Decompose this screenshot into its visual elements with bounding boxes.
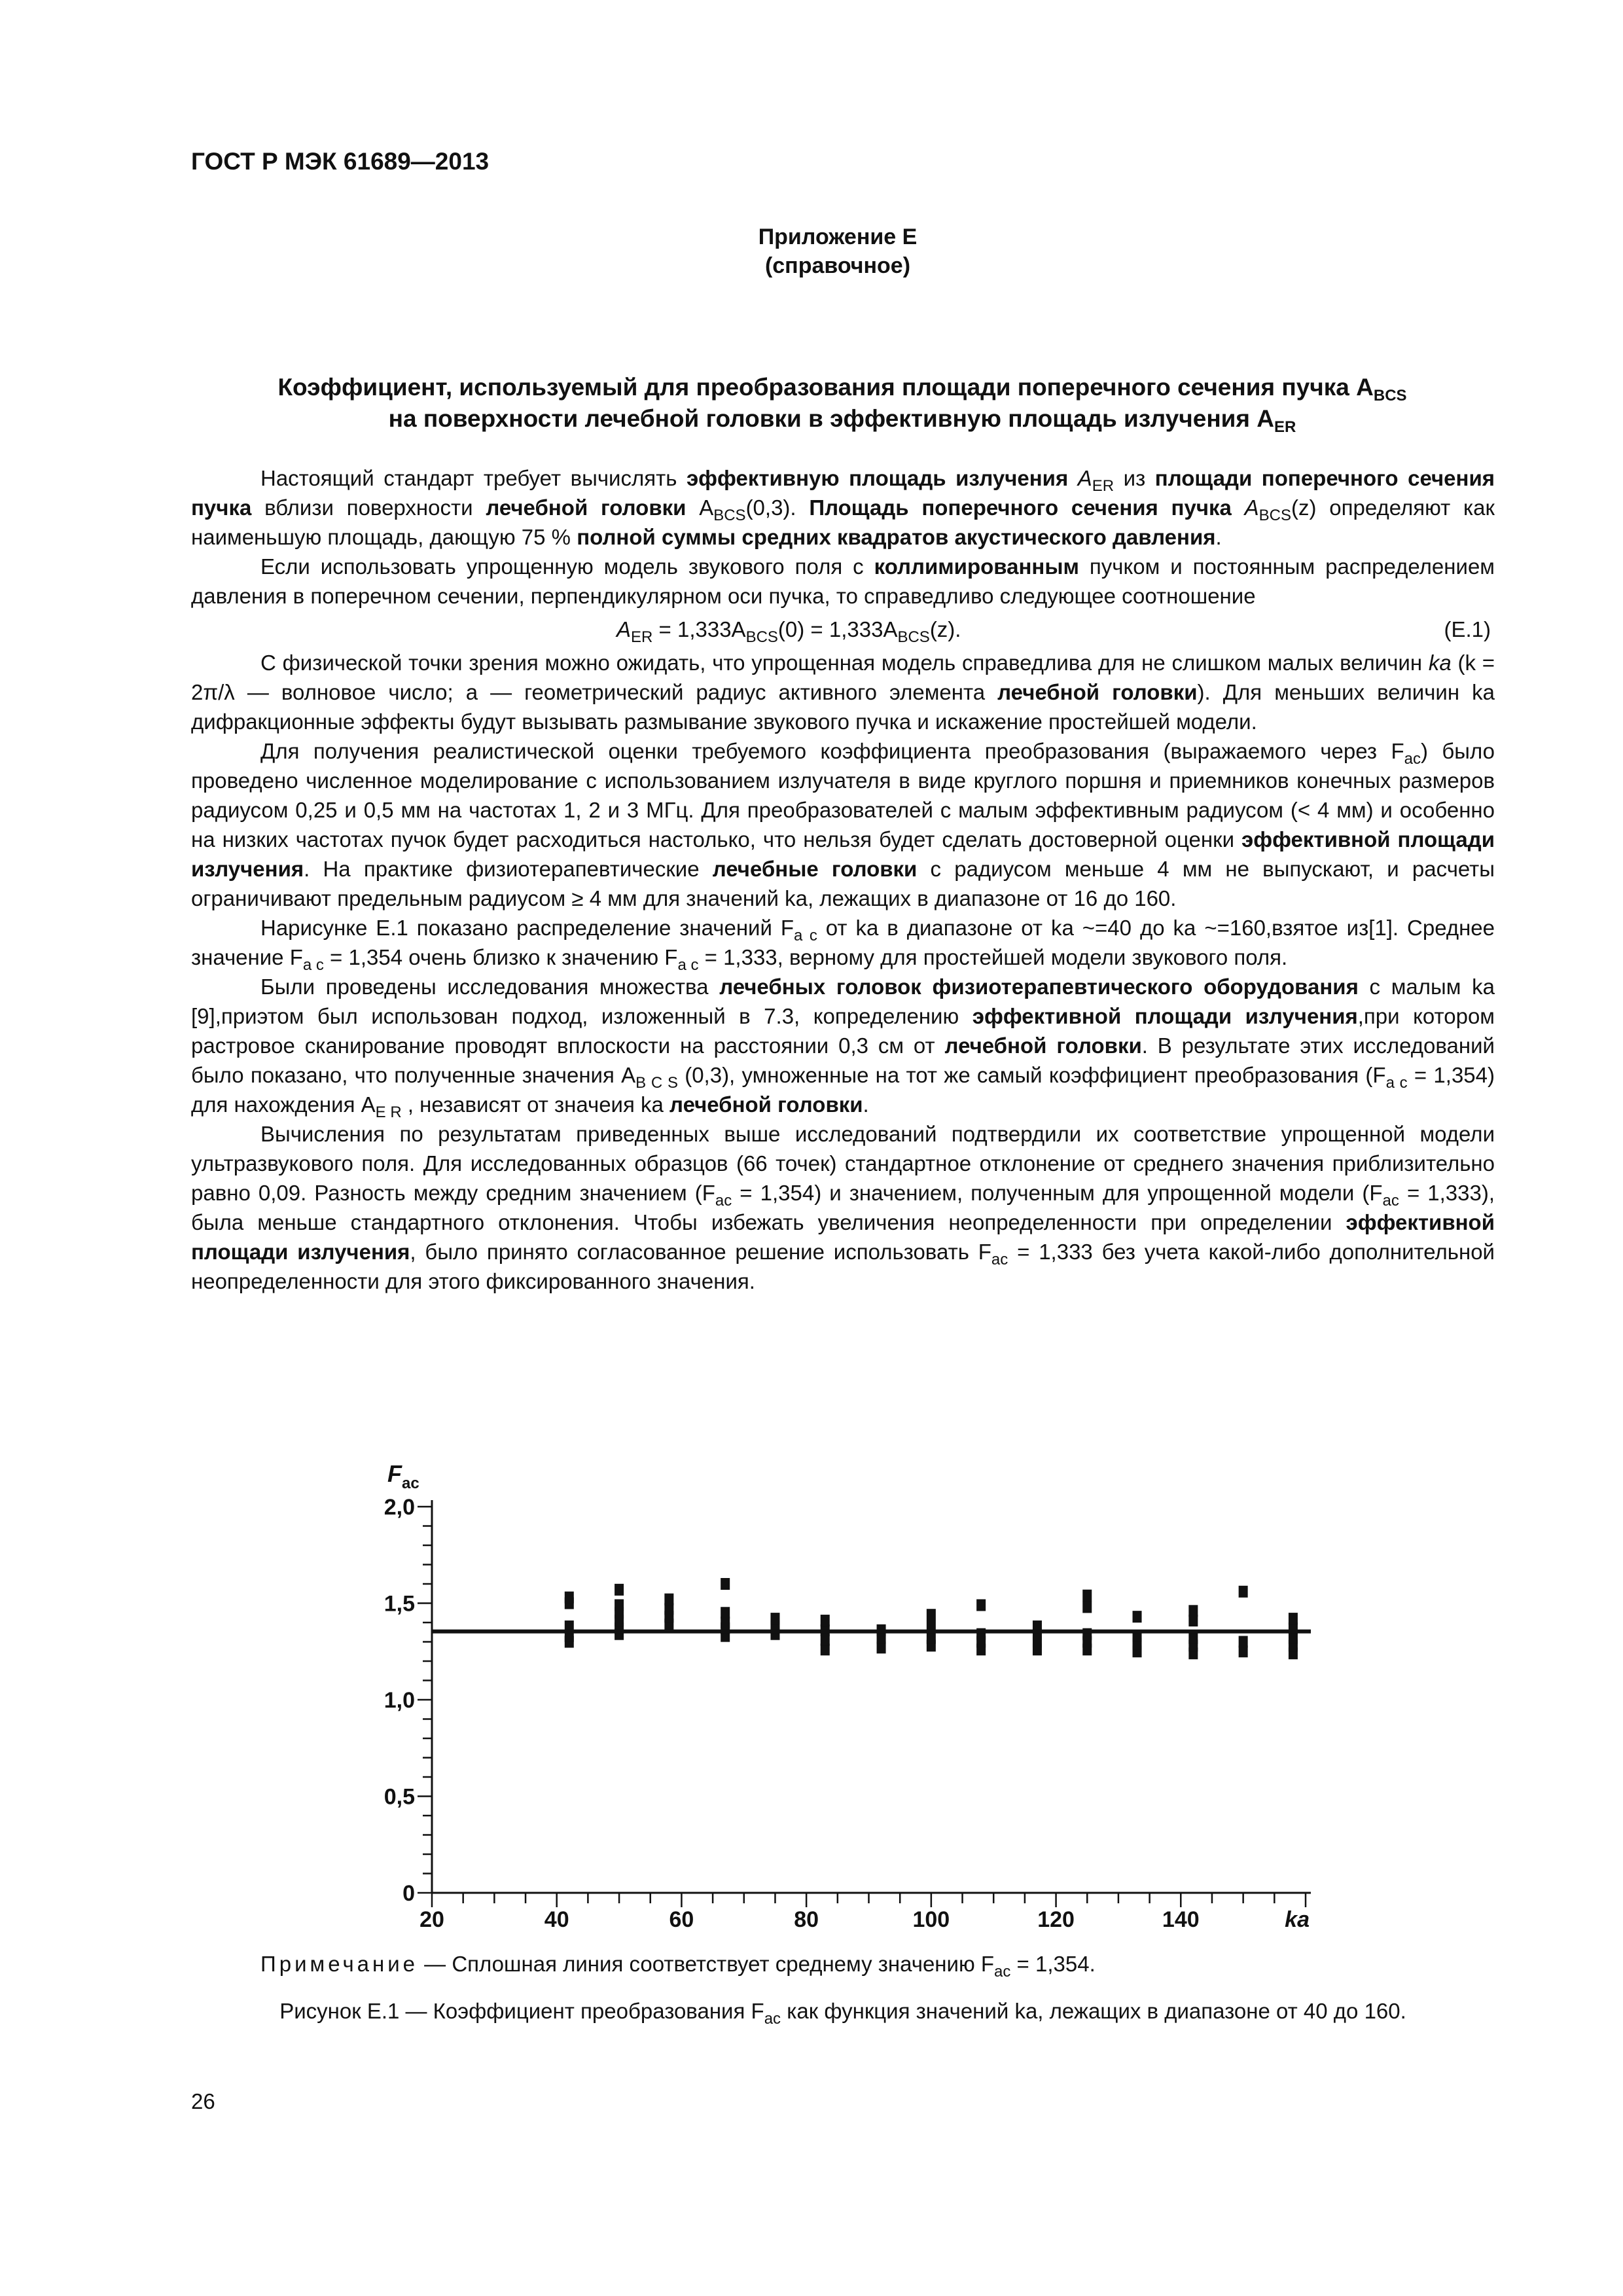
- figure-e1-chart: [340, 1440, 1361, 1944]
- paragraph-5: Нарисунке Е.1 показано распределение значений $F_{a c}$ от ka в диапазоне от ka ~=40 до ka ~=160,взятое из[1]. Среднее значение $F_{a c} = 1,354$ очень близко к значению $F_{a c} = 1,333$, верному для простейшей модели звукового поля.: [191, 916, 1495, 974]
- annex-title: [191, 372, 1493, 435]
- equation-e1: [191, 615, 1495, 644]
- data-point: [664, 1594, 673, 1605]
- y-tick-label: 2,0: [383, 1495, 415, 1520]
- data-point: [1289, 1613, 1298, 1624]
- paragraph-4: Для получения реалистической оценки требуемого коэффициента преобразования (выражаемого через $F_{ac}$) было проведено численное моделирование с использованием излучателя в виде круглого поршня и приемников конечных размеров радиусом 0,25 и 0,5 мм на частотах 1, 2 и 3 МГц. Для преобразователей с малым эффективным радиусом (< 4 мм) и особенно на низких частотах пучок будет расходиться настолько, что нельзя будет сделать достоверной оценки эффективной площади излучения. На практике физиотерапевтические лечебные головки с радиусом меньше 4 мм не выпускают, и расчеты ограничивают предельным радиусом ≥ 4 мм для значений ka, лежащих в диапазоне от 16 до 160.: [191, 739, 1495, 910]
- x-tick-label: 140: [1162, 1907, 1200, 1932]
- figure-note: Примечание — Сплошная линия соответствует среднему значению $F_{ac} = 1,354$.: [260, 1952, 1096, 1981]
- chart-axes: [418, 1500, 1311, 1907]
- paragraph-7: Вычисления по результатам приведенных выше исследований подтвердили их соответствие упрощенной модели ультразвукового поля. Для исследованных образцов (66 точек) стандартное отклонение от среднего значения приблизительно равно 0,09. Разность между средним значением $(F_{ac} = 1,354)$ и значением, полученным для упрощенной модели $(F_{ac} = 1,333)$, была меньше стандартного отклонения. Чтобы избежать увеличения неопределенности при определении эффективной площади излучения, было принято согласованное решение использовать $F_{ac} = 1,333$ без учета какой-либо дополнительной неопределенности для этого фиксированного значения.: [191, 1122, 1495, 1293]
- annex-label: Приложение Е: [758, 224, 918, 249]
- y-axis-label: F: [387, 1460, 402, 1487]
- data-point: [1239, 1586, 1248, 1598]
- page-number: 26: [191, 2089, 215, 2113]
- data-point: [615, 1584, 624, 1596]
- body-text: [191, 463, 1495, 1296]
- data-point: [927, 1609, 936, 1621]
- paragraph-1: Настоящий стандарт требует вычислять эффективную площадь излучения $A_{ER}$ из площади поперечного сечения пучка вблизи поверхности лечебной головки $A_{BCS}(0,3)$. Площадь поперечного сечения пучка $A_{BCS}(z)$ определяют как наименьшую площадь, дающую 75 % полной суммы средних квадратов акустического давления.: [191, 466, 1495, 549]
- data-point: [1188, 1605, 1198, 1617]
- paragraph-2: Если использовать упрощенную модель звукового поля с коллимированным пучком и постоянным распределением давления в поперечном сечении, перпендикулярном оси пучка, то справедливо следующее соотношение: [191, 554, 1495, 608]
- paragraph-3: С физической точки зрения можно ожидать, что упрощенная модель справедлива для не слишком малых величин ka (k = 2π/λ — волновое число; a — геометрический радиус активного элемента лечебной головки). Для меньших величин ka дифракционные эффекты будут вызывать размывание звукового пучка и искажение простейшей модели.: [191, 651, 1495, 734]
- title-line-2: на поверхности лечебной головки в эффективную площадь излучения $A_{ER}$: [388, 405, 1296, 436]
- document-header: ГОСТ Р МЭК 61689—2013: [191, 148, 490, 175]
- data-point: [721, 1607, 730, 1619]
- data-point: [615, 1599, 624, 1611]
- data-point: [1133, 1611, 1142, 1623]
- annex-type: (справочное): [764, 253, 911, 278]
- x-tick-label: 40: [544, 1907, 569, 1932]
- data-point: [821, 1615, 830, 1626]
- x-tick-label: 100: [912, 1907, 950, 1932]
- y-axis-label-sub: ac: [402, 1475, 419, 1492]
- equation-formula: $A_{ER} = 1,333A_{BCS}(0) = 1,333A_{BCS}(z)$.: [616, 617, 961, 646]
- data-point: [1188, 1632, 1198, 1644]
- scatter-plot-svg: [340, 1440, 1361, 1944]
- data-point: [927, 1632, 936, 1644]
- data-point: [565, 1592, 574, 1604]
- chart-marks: [432, 1578, 1311, 1659]
- data-point: [1239, 1636, 1248, 1648]
- y-tick-label: 0: [402, 1881, 415, 1906]
- title-line-1: Коэффициент, используемый для преобразования площади поперечного сечения пучка $A_{BCS}$: [277, 374, 1407, 404]
- x-tick-label: 20: [419, 1907, 444, 1932]
- paragraph-6: Были проведены исследования множества лечебных головок физиотерапевтического оборудования с малым ka [9],приэтом был использован подход, изложенный в 7.3, копределению эффективной площади излучения,при котором растровое сканирование проводят вплоскости на расстоянии 0,3 см от лечебной головки. В результате этих исследований было показано, что полученные значения $A_{B C S}$ (0,3), умноженные на тот же самый коэффициент преобразования $(F_{a c} = 1,354)$ для нахождения $A_{E R}$ , независят от значеия ka лечебной головки.: [191, 975, 1495, 1121]
- x-tick-label: 80: [794, 1907, 819, 1932]
- data-point: [770, 1613, 779, 1624]
- annex-heading: [681, 223, 995, 280]
- figure-caption: Рисунок Е.1 — Коэффициент преобразования $F_{ac}$ как функция значений ka, лежащих в диапазоне от 40 до 160.: [279, 1999, 1406, 2028]
- equation-number: (E.1): [1444, 617, 1491, 641]
- data-point: [1082, 1590, 1092, 1602]
- x-axis-label: ka: [1285, 1907, 1310, 1932]
- y-tick-label: 0,5: [383, 1784, 415, 1810]
- x-tick-label: 120: [1037, 1907, 1075, 1932]
- data-point: [976, 1599, 986, 1611]
- data-point: [721, 1578, 730, 1590]
- y-tick-label: 1,5: [383, 1591, 415, 1617]
- x-tick-label: 60: [669, 1907, 694, 1932]
- data-point: [1082, 1601, 1092, 1613]
- chart-labels: [384, 1460, 1310, 1932]
- y-tick-label: 1,0: [383, 1688, 415, 1713]
